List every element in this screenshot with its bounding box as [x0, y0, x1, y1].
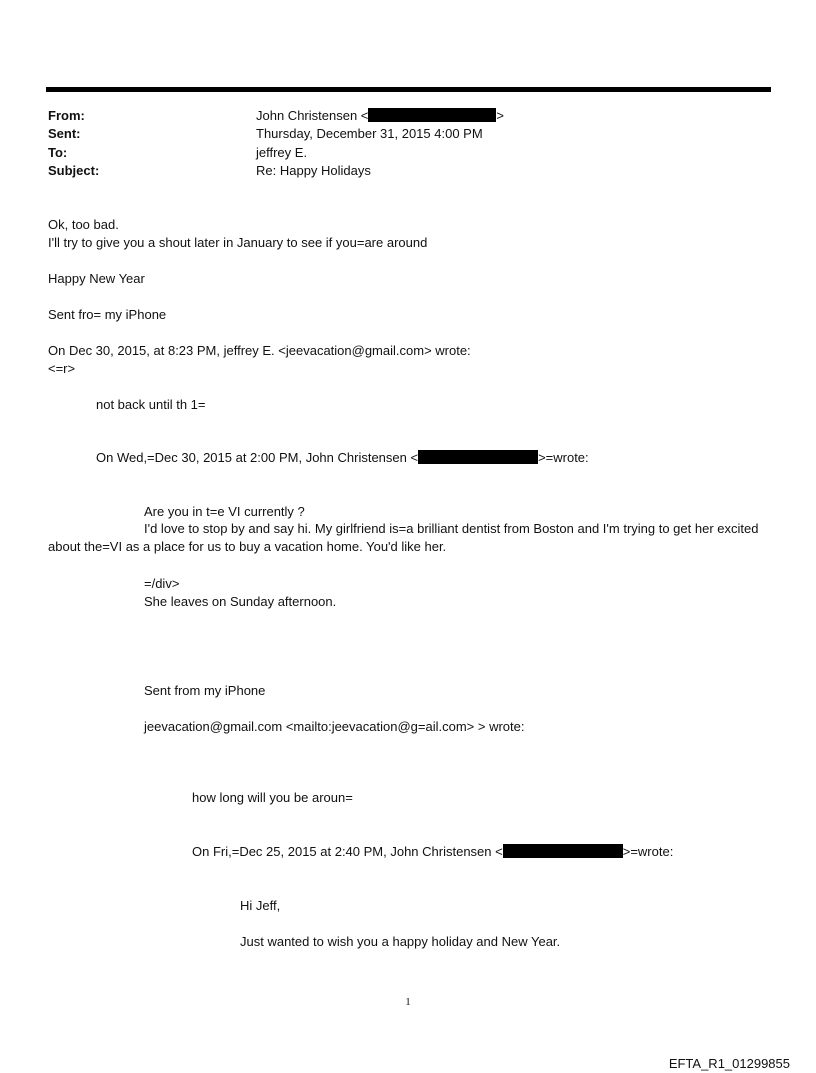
- sent-value: Thursday, December 31, 2015 4:00 PM: [256, 126, 483, 141]
- quoted-header-start: On Wed,=Dec 30, 2015 at 2:00 PM, John Christensen <: [96, 450, 419, 465]
- subject-label: Subject:: [48, 163, 100, 178]
- body-line: On Dec 30, 2015, at 8:23 PM, jeffrey E. <jeevacation@gmail.com> wrote:: [48, 343, 471, 358]
- from-name: John Christensen <: [256, 108, 369, 123]
- subject-value: Re: Happy Holidays: [256, 163, 371, 178]
- redaction-box: [503, 844, 623, 858]
- quoted-line: Sent from my iPhone: [144, 683, 266, 698]
- to-label: To:: [48, 145, 68, 160]
- quoted-line: not back until th 1=: [96, 397, 206, 412]
- quoted-header-end: >=wrote:: [622, 844, 674, 859]
- quoted-header-start: On Fri,=Dec 25, 2015 at 2:40 PM, John Christensen <: [192, 844, 503, 859]
- from-value: [256, 108, 504, 124]
- to-value: jeffrey E.: [256, 145, 308, 160]
- body-line: Happy New Year: [48, 271, 145, 286]
- quoted-header: [96, 450, 589, 466]
- redaction-box: [418, 450, 538, 464]
- quoted-header: [192, 844, 673, 860]
- quoted-line: She leaves on Sunday afternoon.: [144, 594, 337, 609]
- body-line: Sent fro= my iPhone: [48, 307, 167, 322]
- from-label: From:: [48, 108, 85, 123]
- from-close: >: [496, 108, 504, 123]
- quoted-paragraph: I'd love to stop by and say hi. My girlfriend is=a brilliant dentist from Boston and I'm trying to get her excited about the=VI as a place for us to buy a vacation home. You'd like her.: [48, 521, 759, 554]
- quoted-line: Are you in t=e VI currently ?: [144, 504, 305, 519]
- quoted-line: how long will you be aroun=: [192, 790, 353, 805]
- quoted-header-end: >=wrote:: [538, 450, 589, 465]
- page-number: 1: [405, 996, 411, 1008]
- quoted-line: Just wanted to wish you a happy holiday and New Year.: [240, 934, 561, 949]
- sent-label: Sent:: [48, 126, 81, 141]
- quoted-line: Hi Jeff,: [240, 898, 281, 913]
- body-line: I'll try to give you a shout later in January to see if you=are around: [48, 235, 428, 250]
- quoted-line: =/div>: [144, 576, 180, 591]
- body-line: <=r>: [48, 361, 76, 376]
- quoted-line: jeevacation@gmail.com <mailto:jeevacation@g=ail.com> > wrote:: [144, 719, 525, 734]
- header-rule: [46, 87, 771, 92]
- document-id: EFTA_R1_01299855: [668, 1056, 790, 1071]
- body-line: Ok, too bad.: [48, 217, 119, 232]
- redaction-box: [368, 108, 496, 122]
